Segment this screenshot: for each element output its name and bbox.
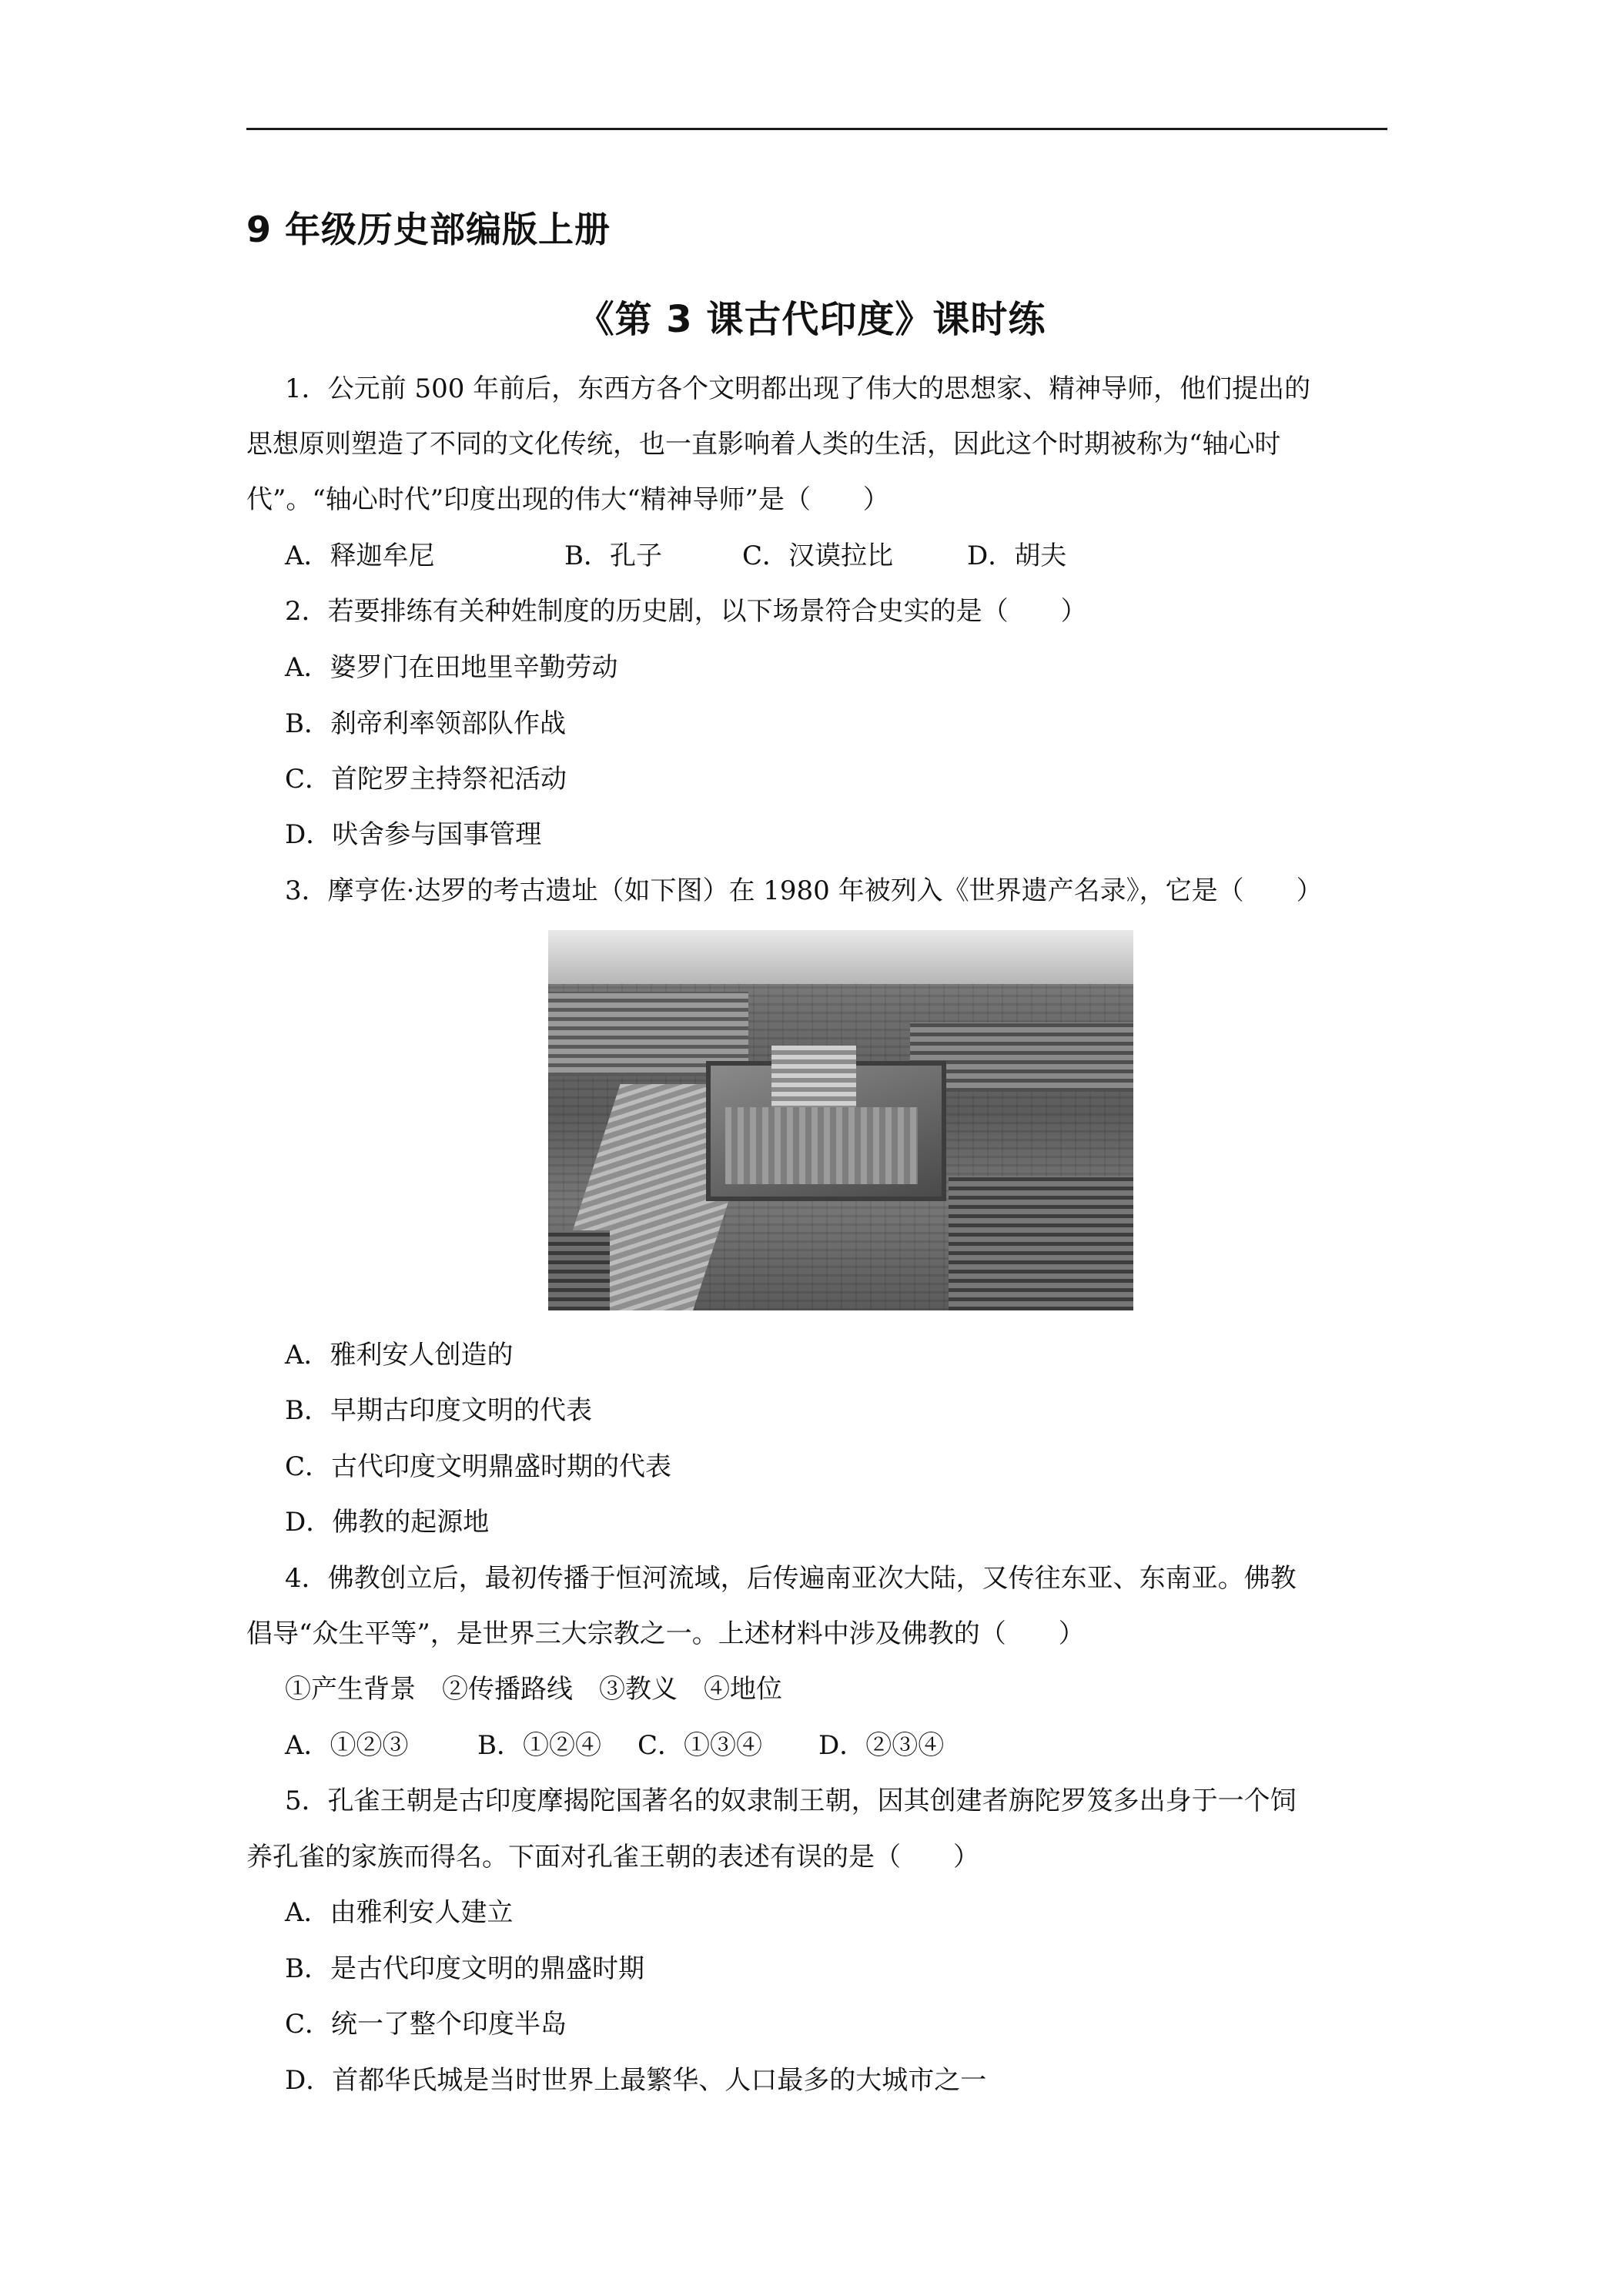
q3-option-c: C．古代印度文明鼎盛时期的代表: [285, 1451, 672, 1482]
q2-option-c: C．首陀罗主持祭祀活动: [285, 764, 567, 795]
q4-stem-line2: 倡导“众生平等”，是世界三大宗教之一。上述材料中涉及佛教的（ ）: [246, 1618, 1085, 1649]
q1-option-d: D．胡夫: [967, 541, 1067, 571]
q1-stem-line2: 思想原则塑造了不同的文化传统，也一直影响着人类的生活，因此这个时期被称为“轴心时: [246, 429, 1281, 460]
q4-stem-line1: 4．佛教创立后，最初传播于恒河流域，后传遍南亚次大陆，又传往东亚、东南亚。佛教: [285, 1563, 1297, 1594]
q5-option-c: C．统一了整个印度半岛: [285, 2009, 567, 2040]
header-rule: [246, 128, 1387, 130]
q2-option-a: A．婆罗门在田地里辛勤劳动: [285, 652, 618, 683]
q1-option-c: C．汉谟拉比: [742, 541, 894, 571]
q5-option-b: B．是古代印度文明的鼎盛时期: [285, 1953, 644, 1984]
q2-stem: 2．若要排练有关种姓制度的历史剧，以下场景符合史实的是（ ）: [285, 596, 1087, 627]
q3-option-a: A．雅利安人创造的: [285, 1340, 514, 1371]
q1-option-b: B．孔子: [564, 541, 662, 571]
q2-option-d: D．吠舍参与国事管理: [285, 819, 542, 850]
q5-option-d: D．首都华氏城是当时世界上最繁华、人口最多的大城市之一: [285, 2065, 987, 2096]
q4-items: ①产生背景 ②传播路线 ③教义 ④地位: [285, 1674, 782, 1705]
q3-stem: 3．摩亨佐·达罗的考古遗址（如下图）在 1980 年被列入《世界遗产名录》，它是（ ）: [285, 875, 1323, 906]
grade-title: 9 年级历史部编版上册: [246, 209, 611, 250]
q4-option-c: C．①③④: [637, 1730, 763, 1761]
lesson-title: 《第 3 课古代印度》课时练: [577, 298, 1046, 341]
q5-stem-line2: 养孔雀的家族而得名。下面对孔雀王朝的表述有误的是（ ）: [246, 1842, 979, 1873]
q5-stem-line1: 5．孔雀王朝是古印度摩揭陀国著名的奴隶制王朝，因其创建者旃陀罗笈多出身于一个饲: [285, 1786, 1297, 1816]
q4-option-a: A．①②③: [285, 1730, 409, 1761]
q4-option-b: B．①②④: [477, 1730, 601, 1761]
mohenjo-daro-photo: [548, 930, 1133, 1310]
q1-option-a: A．释迦牟尼: [285, 541, 435, 571]
q1-stem-line3: 代”。“轴心时代”印度出现的伟大“精神导师”是（ ）: [246, 484, 889, 515]
q3-option-b: B．早期古印度文明的代表: [285, 1395, 592, 1426]
q2-option-b: B．刹帝利率领部队作战: [285, 708, 566, 739]
q4-option-d: D．②③④: [818, 1730, 945, 1761]
q3-option-d: D．佛教的起源地: [285, 1507, 490, 1538]
q1-stem-line1: 1．公元前 500 年前后，东西方各个文明都出现了伟大的思想家、精神导师，他们提出的: [285, 373, 1311, 404]
q5-option-a: A．由雅利安人建立: [285, 1897, 514, 1928]
